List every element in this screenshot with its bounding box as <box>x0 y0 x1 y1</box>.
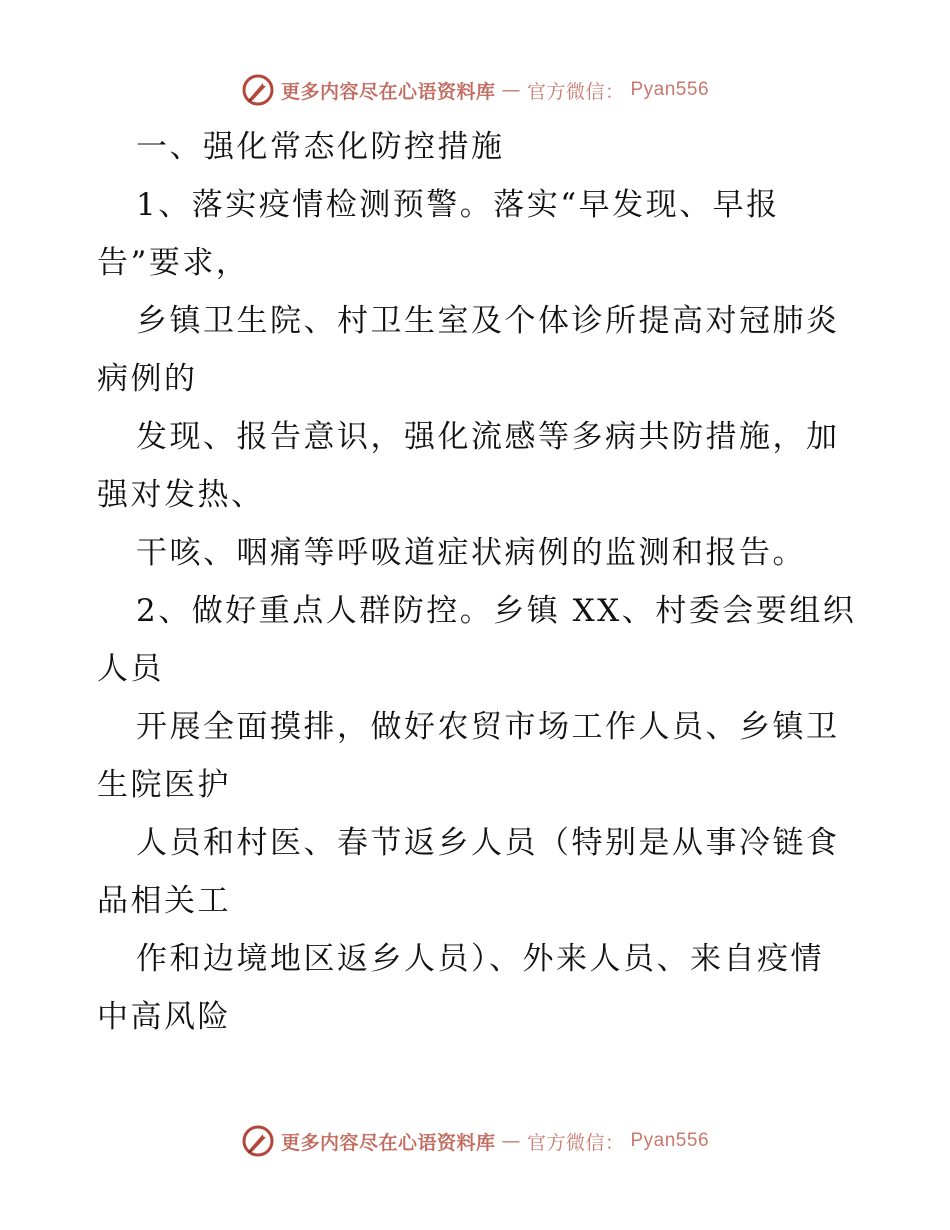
paragraph-line: 强对发热、 <box>97 477 265 513</box>
paragraph-line: 人员 <box>97 651 164 687</box>
header-watermark <box>0 70 950 110</box>
paragraph-line: 人员和村医、春节返乡人员（特别是从事冷链食 <box>136 825 840 861</box>
footer-watermark <box>0 1121 950 1161</box>
paragraph-line: 干咳、咽痛等呼吸道症状病例的监测和报告。 <box>136 535 806 571</box>
paragraph-line: 品相关工 <box>97 883 231 919</box>
paragraph-line: 中高风险 <box>97 999 231 1035</box>
paragraph-line: 1、落实疫情检测预警。落实“早发现、早报 <box>136 187 780 223</box>
watermark-main-text: 更多内容尽在心语资料库 <box>280 1131 496 1154</box>
paragraph-line: 病例的 <box>97 361 198 397</box>
paragraph-line: 乡镇卫生院、村卫生室及个体诊所提高对冠肺炎 <box>136 303 840 339</box>
paragraph-line: 发现、报告意识，强化流感等多病共防措施，加 <box>136 419 840 455</box>
paragraph-line: 作和边境地区返乡人员）、外来人员、来自疫情 <box>136 941 824 977</box>
paragraph-line: 开展全面摸排，做好农贸市场工作人员、乡镇卫 <box>136 709 840 745</box>
watermark-separator: — <box>501 79 521 101</box>
watermark-separator: — <box>501 1130 521 1152</box>
paragraph-line: 2、做好重点人群防控。乡镇 XX、村委会要组织 <box>136 593 857 629</box>
watermark-main-text: 更多内容尽在心语资料库 <box>280 80 496 103</box>
section-heading: 一、强化常态化防控措施 <box>136 129 505 165</box>
watermark-wechat-id: Pyan556 <box>630 79 710 100</box>
watermark-wechat-label: 官方微信： <box>526 80 625 103</box>
watermark-wechat-label: 官方微信： <box>526 1131 625 1154</box>
pen-logo-icon <box>241 73 275 107</box>
pen-logo-icon <box>241 1124 275 1158</box>
paragraph-line: 告”要求， <box>97 245 250 281</box>
watermark-wechat-id: Pyan556 <box>630 1130 710 1151</box>
paragraph-line: 生院医护 <box>97 767 231 803</box>
